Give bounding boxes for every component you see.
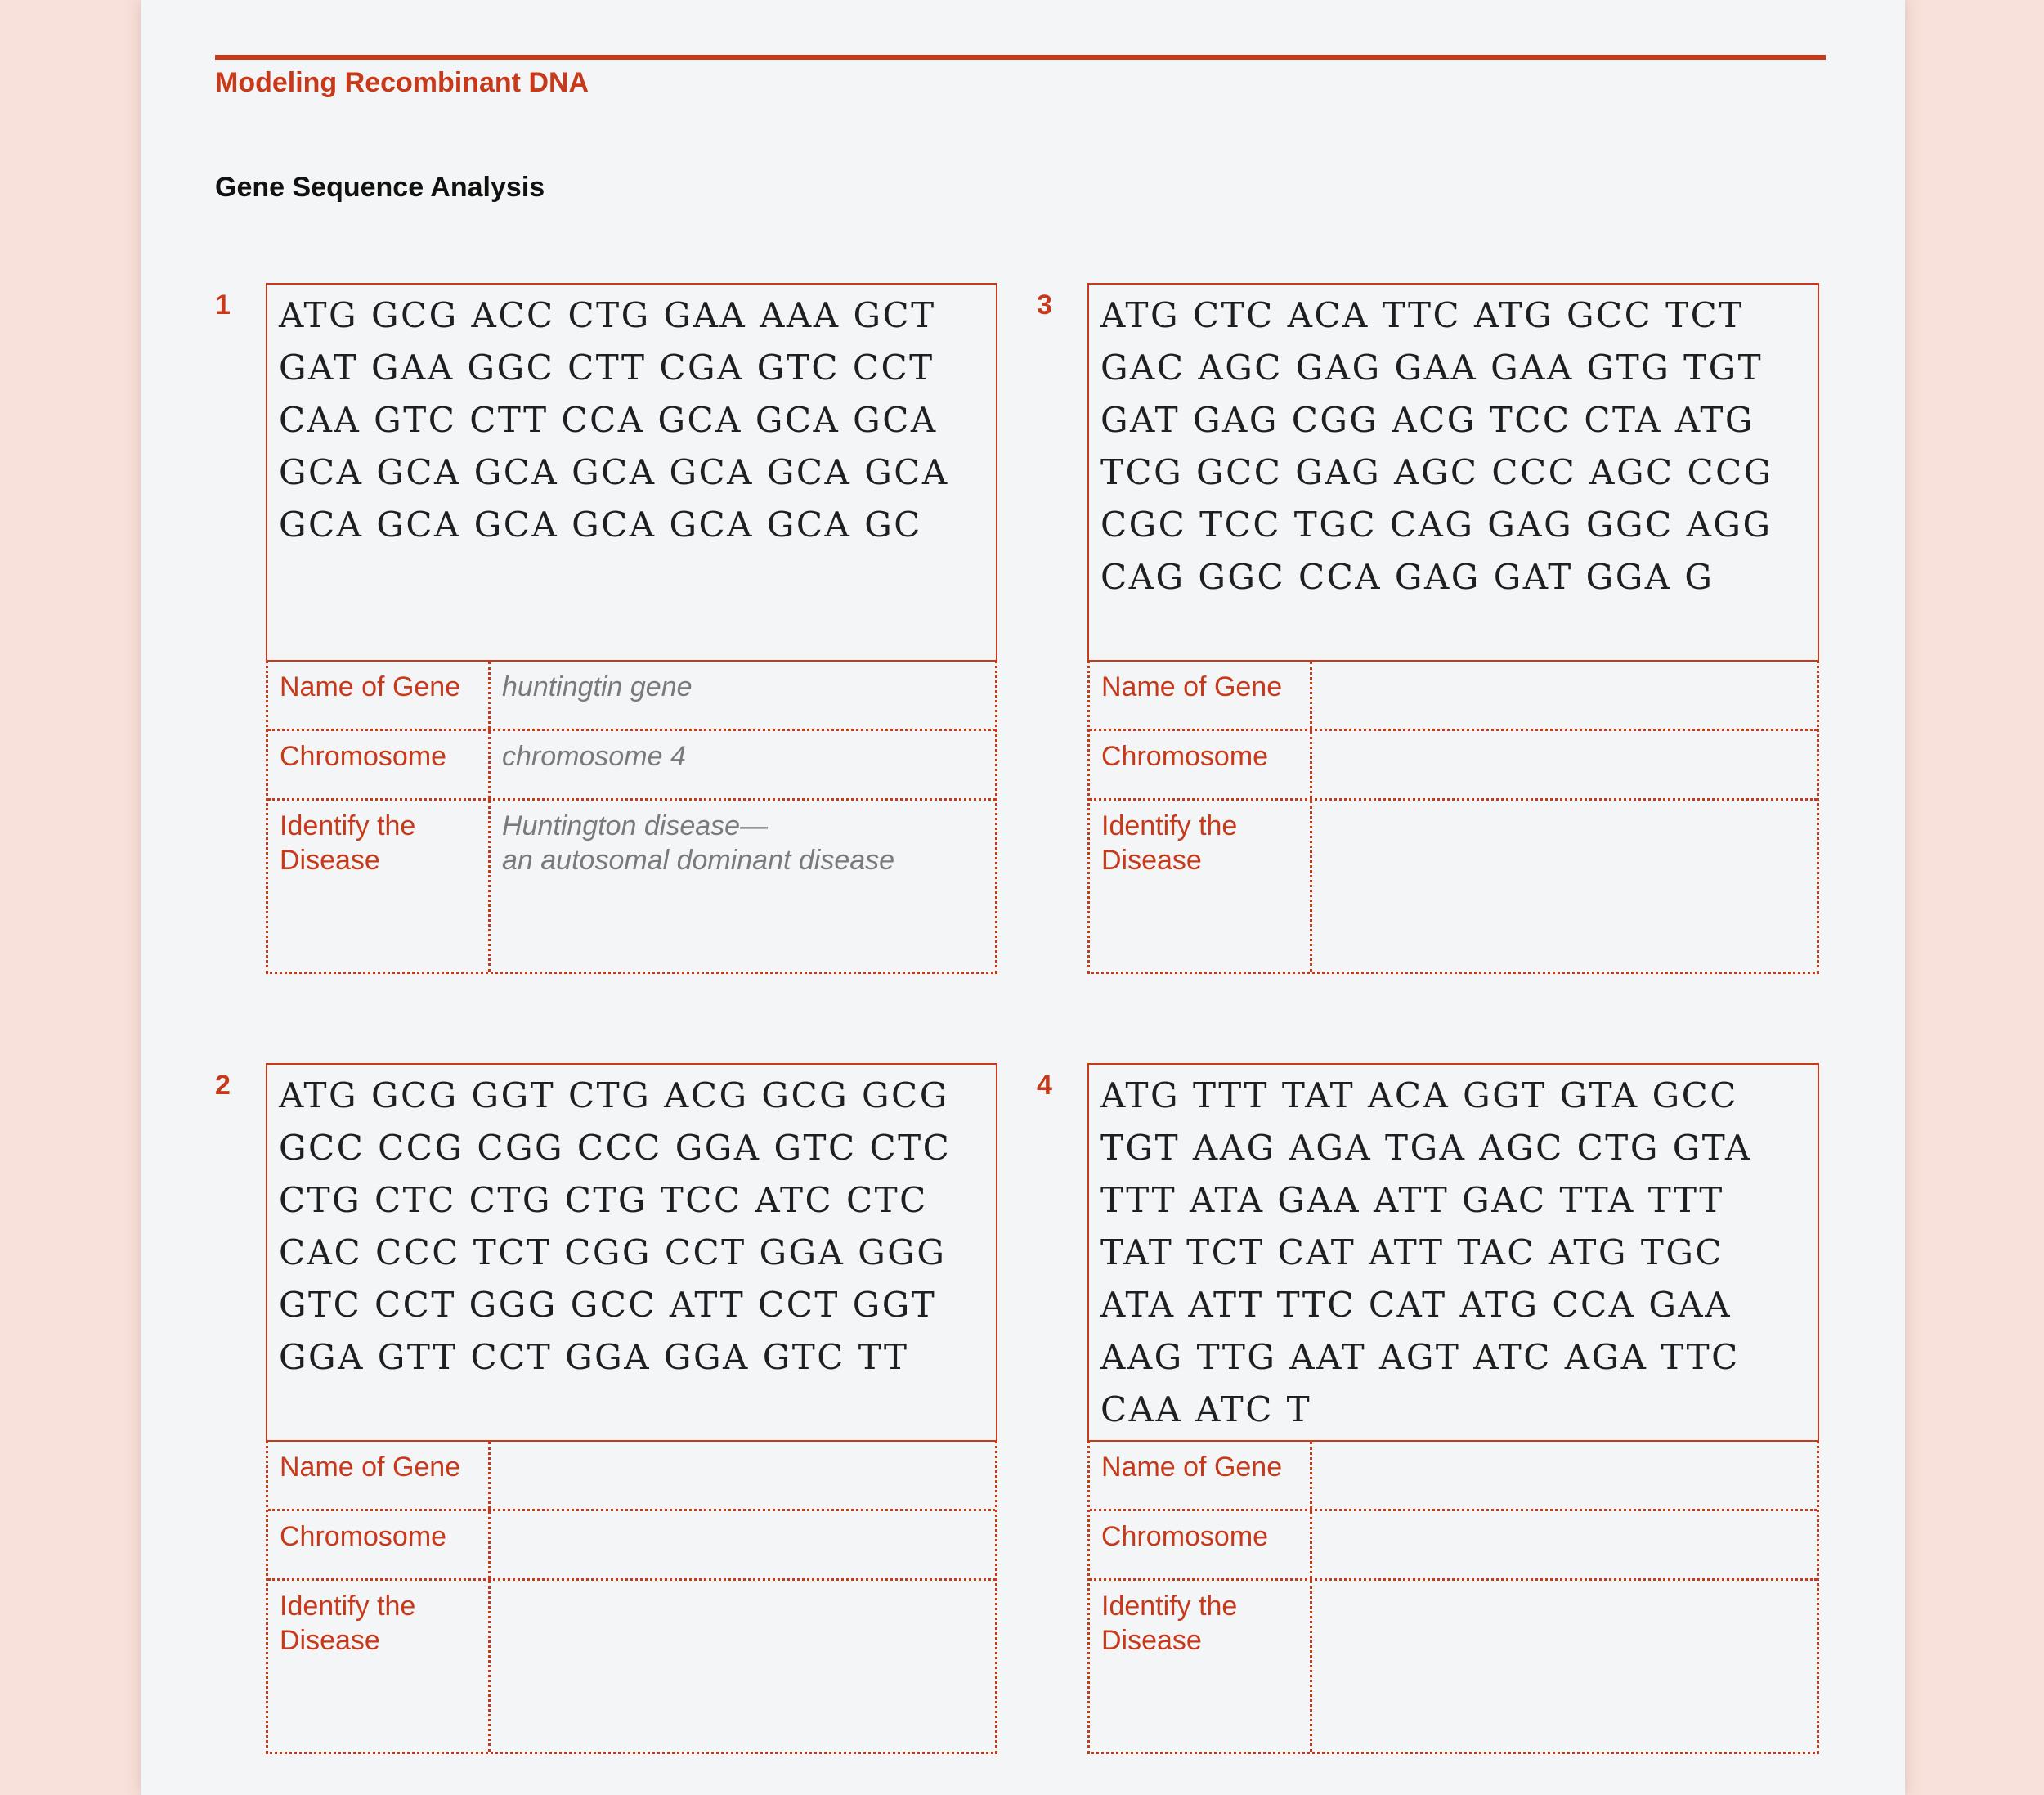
disease-field[interactable]: [491, 1581, 995, 1752]
gene-card-3: [1037, 283, 1819, 974]
sequence-line: CAC CCC TCT CGG CCT GGA GGG: [279, 1232, 947, 1272]
sequence-line: TCG GCC GAG AGC CCC AGC CCG: [1100, 452, 1773, 492]
gene-name-field[interactable]: [1312, 662, 1817, 729]
sequence-box: [266, 283, 997, 660]
section-title: Gene Sequence Analysis: [215, 172, 545, 203]
sequence-line: GAT GAG CGG ACG TCC CTA ATG: [1100, 400, 1755, 440]
sequence-line: GCA GCA GCA GCA GCA GCA GC: [279, 505, 922, 545]
chromosome-row: [1090, 729, 1817, 798]
disease-label-line: Disease: [1101, 1625, 1202, 1656]
disease-field[interactable]: [491, 801, 995, 972]
gene-name-row: [1090, 662, 1817, 729]
chromosome-row: [1090, 1509, 1817, 1578]
disease-field[interactable]: [1312, 1581, 1817, 1752]
sequence-line: CAA ATC T: [1100, 1389, 1312, 1429]
sequence-line: ATG GCG GGT CTG ACG GCG GCG: [279, 1075, 949, 1115]
disease-row: [1090, 1578, 1817, 1752]
gene-name-row: [268, 662, 995, 729]
gene-name-field[interactable]: [491, 1442, 995, 1509]
disease-label-line: Identify the: [1101, 1591, 1238, 1622]
disease-label: [268, 801, 491, 972]
header-rule: [215, 55, 1826, 60]
disease-field[interactable]: [1312, 801, 1817, 972]
chromosome-label: Chromosome: [1090, 731, 1312, 798]
gene-name-field[interactable]: huntingtin gene: [502, 671, 693, 702]
disease-answer-line: Huntington disease—: [502, 810, 769, 841]
sequence-line: TGT AAG AGA TGA AGC CTG GTA: [1100, 1128, 1752, 1168]
gene-card-2: [215, 1063, 997, 1754]
gene-name-row: [1090, 1442, 1817, 1509]
disease-label-line: Identify the: [280, 810, 416, 841]
disease-row: [268, 798, 995, 972]
sequence-box: [1087, 283, 1819, 660]
disease-label-line: Disease: [1101, 845, 1202, 876]
chromosome-label: Chromosome: [268, 1511, 491, 1578]
sequence-line: ATG GCG ACC CTG GAA AAA GCT: [279, 295, 936, 335]
disease-row: [1090, 798, 1817, 972]
document-title: Modeling Recombinant DNA: [215, 67, 589, 98]
sequence-line: CGC TCC TGC CAG GAG GGC AGG: [1100, 505, 1773, 545]
disease-label-line: Disease: [280, 845, 380, 876]
sequence-box: [266, 1063, 997, 1440]
gene-name-label: Name of Gene: [268, 662, 491, 729]
gene-name-label: Name of Gene: [268, 1442, 491, 1509]
sequence-line: GCC CCG CGG CCC GGA GTC CTC: [279, 1128, 952, 1168]
answer-table: [1087, 660, 1819, 974]
sequence-line: GAC AGC GAG GAA GAA GTG TGT: [1100, 348, 1764, 388]
chromosome-row: [268, 729, 995, 798]
chromosome-field[interactable]: [1312, 1511, 1817, 1578]
card-number: 2: [215, 1070, 231, 1101]
sequence-line: CTG CTC CTG CTG TCC ATC CTC: [279, 1180, 928, 1220]
answer-table: [266, 1440, 997, 1754]
sequence-line: TAT TCT CAT ATT TAC ATG TGC: [1100, 1232, 1724, 1272]
chromosome-label: Chromosome: [1090, 1511, 1312, 1578]
sequence-line: TTT ATA GAA ATT GAC TTA TTT: [1100, 1180, 1724, 1220]
answer-table: [1087, 1440, 1819, 1754]
sequence-line: CAA GTC CTT CCA GCA GCA GCA: [279, 400, 938, 440]
gene-name-row: [268, 1442, 995, 1509]
disease-label: [1090, 1581, 1312, 1752]
sequence-line: ATG TTT TAT ACA GGT GTA GCC: [1100, 1075, 1738, 1115]
disease-label-line: Identify the: [280, 1591, 416, 1622]
chromosome-field[interactable]: [491, 1511, 995, 1578]
sequence-line: GTC CCT GGG GCC ATT CCT GGT: [279, 1285, 937, 1325]
sequence-line: ATG CTC ACA TTC ATG GCC TCT: [1100, 295, 1744, 335]
card-number: 1: [215, 289, 231, 321]
disease-label: [1090, 801, 1312, 972]
disease-label-line: Disease: [280, 1625, 380, 1656]
sequence-line: GAT GAA GGC CTT CGA GTC CCT: [279, 348, 935, 388]
card-number: 4: [1037, 1070, 1052, 1101]
gene-name-label: Name of Gene: [1090, 662, 1312, 729]
disease-row: [268, 1578, 995, 1752]
chromosome-field[interactable]: chromosome 4: [502, 741, 686, 772]
answer-table: [266, 660, 997, 974]
sequence-line: AAG TTG AAT AGT ATC AGA TTC: [1100, 1337, 1740, 1377]
card-number: 3: [1037, 289, 1052, 321]
gene-name-label: Name of Gene: [1090, 1442, 1312, 1509]
disease-label: [268, 1581, 491, 1752]
gene-card-1: [215, 283, 997, 974]
sequence-line: ATA ATT TTC CAT ATG CCA GAA: [1100, 1285, 1732, 1325]
sequence-line: CAG GGC CCA GAG GAT GGA G: [1100, 557, 1715, 597]
disease-label-line: Identify the: [1101, 810, 1238, 841]
sequence-line: GGA GTT CCT GGA GGA GTC TT: [279, 1337, 909, 1377]
chromosome-label: Chromosome: [268, 731, 491, 798]
sequence-line: GCA GCA GCA GCA GCA GCA GCA: [279, 452, 949, 492]
sequence-box: [1087, 1063, 1819, 1440]
chromosome-field[interactable]: [1312, 731, 1817, 798]
chromosome-row: [268, 1509, 995, 1578]
worksheet-page: [141, 0, 1905, 1795]
disease-answer-line: an autosomal dominant disease: [502, 845, 895, 876]
gene-card-4: [1037, 1063, 1819, 1754]
gene-name-field[interactable]: [1312, 1442, 1817, 1509]
